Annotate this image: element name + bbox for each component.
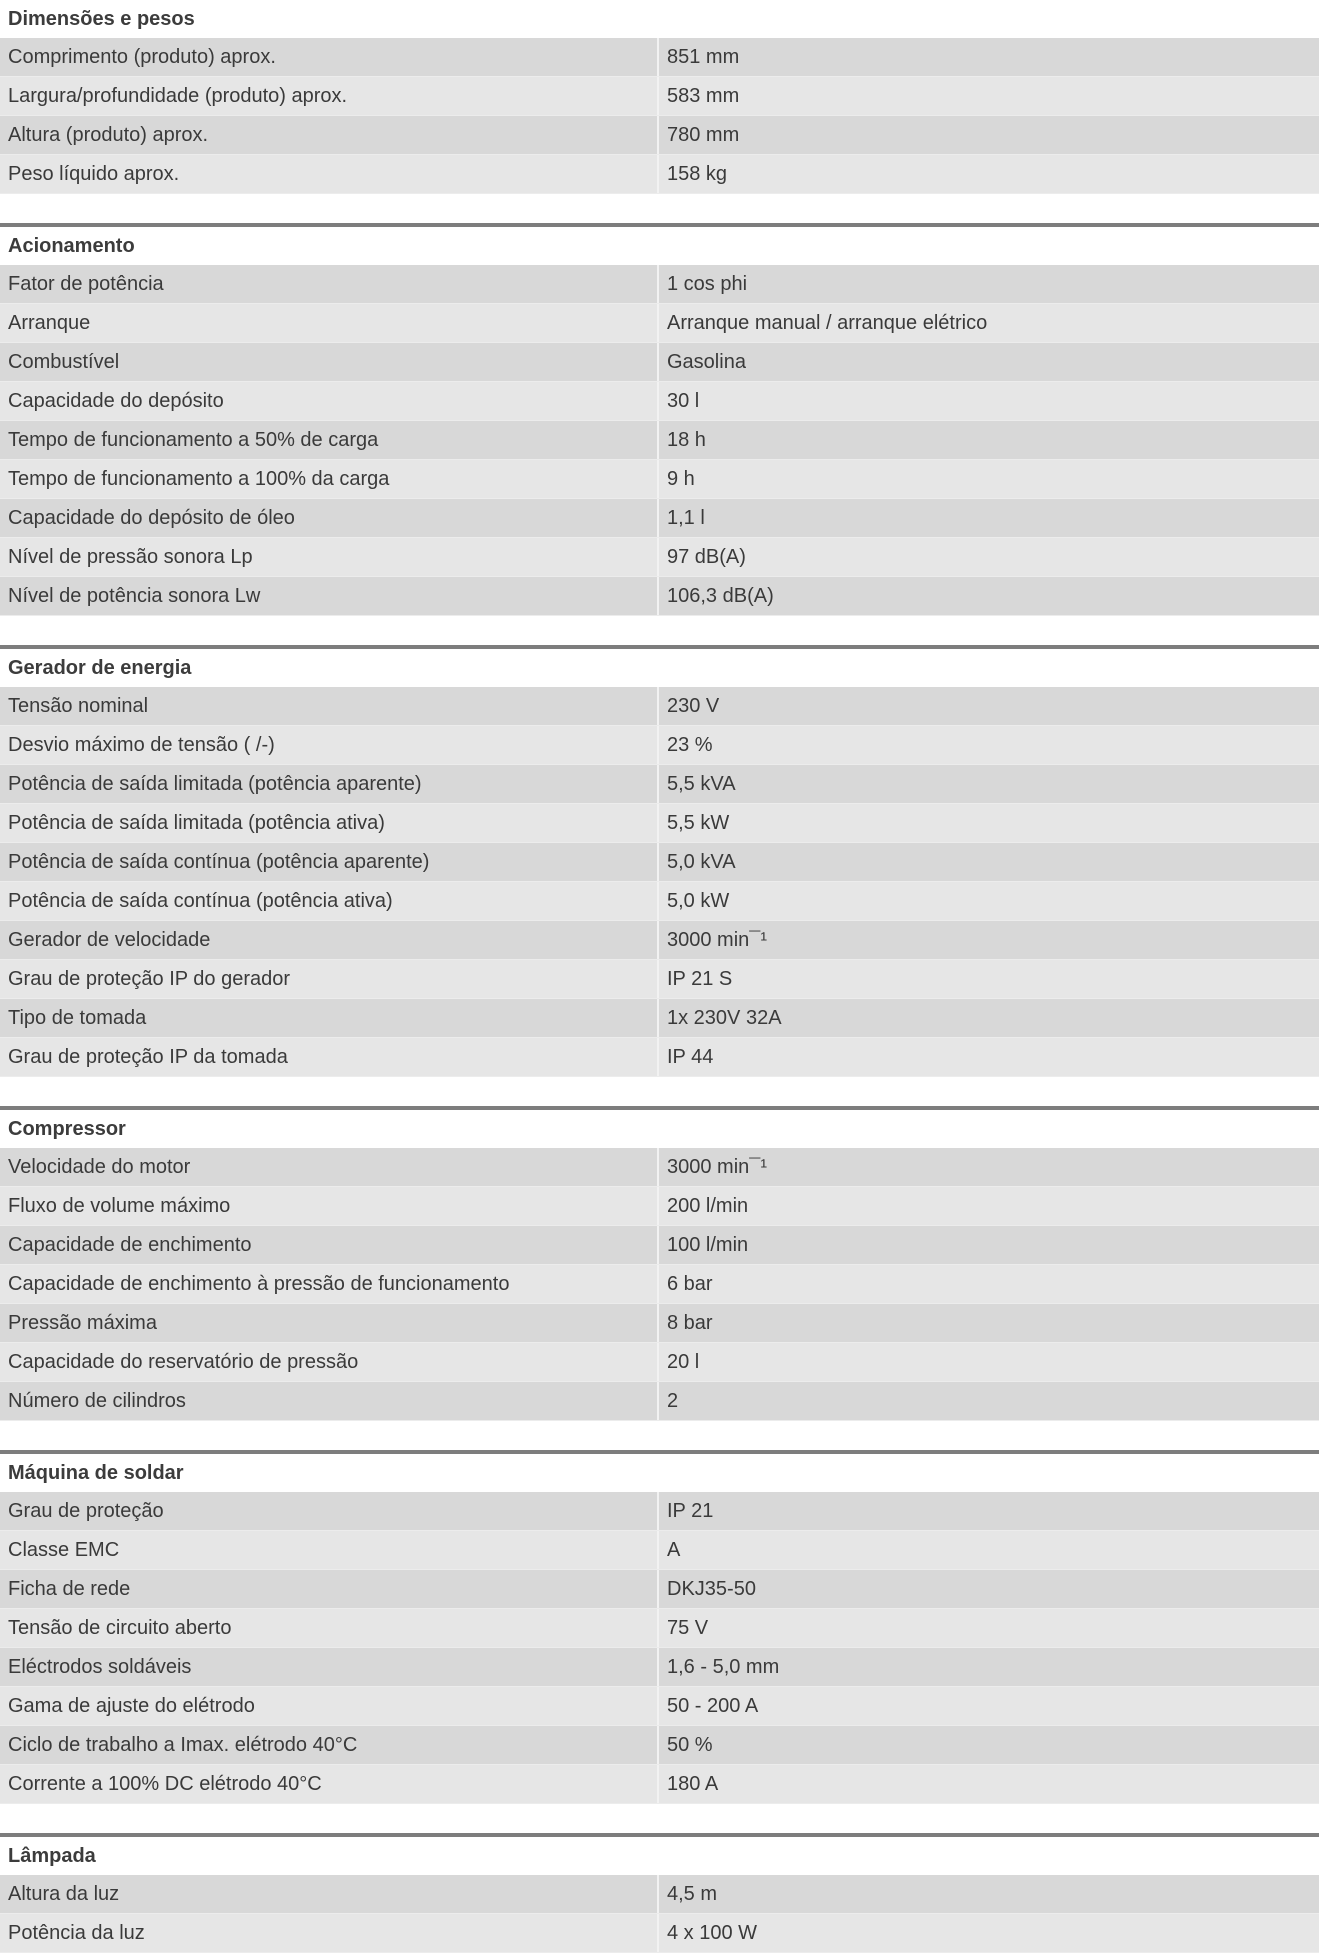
spec-value: 1x 230V 32A — [667, 1007, 782, 1029]
spec-row — [0, 1382, 1319, 1421]
spec-label: Grau de proteção IP da tomada — [0, 1038, 659, 1076]
spec-value: 180 A — [667, 1773, 719, 1795]
spec-value: 75 V — [667, 1617, 709, 1639]
spec-row — [0, 882, 1319, 921]
spec-value: 5,0 kW — [667, 890, 730, 912]
spec-section — [0, 645, 1319, 1077]
spec-label: Pressão máxima — [0, 1304, 659, 1342]
spec-label: Altura (produto) aprox. — [0, 116, 659, 154]
spec-value: 3000 min¯¹ — [667, 929, 767, 951]
spec-value: 158 kg — [667, 163, 728, 185]
spec-label: Gerador de velocidade — [0, 921, 659, 959]
spec-section — [0, 0, 1319, 194]
spec-value: 6 bar — [667, 1273, 713, 1295]
spec-row — [0, 1609, 1319, 1648]
spec-value: 780 mm — [667, 124, 740, 146]
section-title: Máquina de soldar — [0, 1454, 1319, 1492]
spec-label: Nível de pressão sonora Lp — [0, 538, 659, 576]
spec-row — [0, 921, 1319, 960]
spec-row — [0, 1570, 1319, 1609]
spec-value: 851 mm — [667, 46, 740, 68]
spec-row — [0, 343, 1319, 382]
spec-label: Desvio máximo de tensão ( /-) — [0, 726, 659, 764]
spec-section — [0, 223, 1319, 616]
spec-value: 50 - 200 A — [667, 1695, 759, 1717]
spec-value: 3000 min¯¹ — [667, 1156, 767, 1178]
spec-row — [0, 155, 1319, 194]
spec-value: IP 44 — [667, 1046, 714, 1068]
spec-row — [0, 1265, 1319, 1304]
spec-value: 5,0 kVA — [667, 851, 736, 873]
spec-row — [0, 1765, 1319, 1804]
spec-row — [0, 726, 1319, 765]
spec-value: 1,6 - 5,0 mm — [667, 1656, 780, 1678]
spec-value: 4,5 m — [667, 1883, 718, 1905]
spec-label: Potência de saída contínua (potência ativa) — [0, 882, 659, 920]
spec-row — [0, 460, 1319, 499]
spec-value: 230 V — [667, 695, 720, 717]
spec-value: IP 21 — [667, 1500, 714, 1522]
spec-label: Velocidade do motor — [0, 1148, 659, 1186]
spec-value: 9 h — [667, 468, 695, 490]
spec-value: 5,5 kVA — [667, 773, 736, 795]
spec-row — [0, 499, 1319, 538]
spec-row — [0, 38, 1319, 77]
spec-label: Tempo de funcionamento a 100% da carga — [0, 460, 659, 498]
spec-label: Tipo de tomada — [0, 999, 659, 1037]
spec-row — [0, 1038, 1319, 1077]
spec-row — [0, 538, 1319, 577]
spec-value: DKJ35-50 — [667, 1578, 756, 1600]
spec-section — [0, 1106, 1319, 1421]
spec-section — [0, 1450, 1319, 1804]
spec-label: Nível de potência sonora Lw — [0, 577, 659, 615]
spec-row — [0, 960, 1319, 999]
spec-label: Altura da luz — [0, 1875, 659, 1913]
spec-value: 5,5 kW — [667, 812, 730, 834]
spec-value: 4 x 100 W — [667, 1922, 758, 1944]
spec-value: 2 — [667, 1390, 679, 1412]
spec-row — [0, 77, 1319, 116]
spec-row — [0, 1187, 1319, 1226]
section-title: Acionamento — [0, 227, 1319, 265]
spec-value: 583 mm — [667, 85, 740, 107]
spec-label: Fluxo de volume máximo — [0, 1187, 659, 1225]
spec-label: Ficha de rede — [0, 1570, 659, 1608]
section-title: Compressor — [0, 1110, 1319, 1148]
spec-label: Capacidade do reservatório de pressão — [0, 1343, 659, 1381]
spec-label: Capacidade de enchimento — [0, 1226, 659, 1264]
spec-label: Arranque — [0, 304, 659, 342]
spec-value: 97 dB(A) — [667, 546, 746, 568]
spec-label: Fator de potência — [0, 265, 659, 303]
spec-label: Potência de saída contínua (potência aparente) — [0, 843, 659, 881]
spec-label: Comprimento (produto) aprox. — [0, 38, 659, 76]
spec-value: 200 l/min — [667, 1195, 749, 1217]
spec-row — [0, 382, 1319, 421]
spec-label: Potência da luz — [0, 1914, 659, 1952]
spec-row — [0, 1304, 1319, 1343]
spec-row — [0, 421, 1319, 460]
spec-value: 1 cos phi — [667, 273, 748, 295]
spec-label: Tensão de circuito aberto — [0, 1609, 659, 1647]
spec-value: 23 % — [667, 734, 713, 756]
spec-label: Grau de proteção IP do gerador — [0, 960, 659, 998]
spec-row — [0, 843, 1319, 882]
spec-label: Gama de ajuste do elétrodo — [0, 1687, 659, 1725]
spec-label: Peso líquido aprox. — [0, 155, 659, 193]
spec-row — [0, 304, 1319, 343]
spec-value: IP 21 S — [667, 968, 733, 990]
spec-row — [0, 1226, 1319, 1265]
spec-row — [0, 1343, 1319, 1382]
spec-value: 30 l — [667, 390, 700, 412]
spec-row — [0, 577, 1319, 616]
section-title: Dimensões e pesos — [0, 0, 1319, 38]
spec-value: 1,1 l — [667, 507, 705, 529]
spec-row — [0, 1648, 1319, 1687]
spec-value: A — [667, 1539, 681, 1561]
spec-value: Arranque manual / arranque elétrico — [667, 312, 988, 334]
spec-label: Potência de saída limitada (potência ativa) — [0, 804, 659, 842]
spec-label: Potência de saída limitada (potência aparente) — [0, 765, 659, 803]
spec-row — [0, 1148, 1319, 1187]
spec-row — [0, 265, 1319, 304]
spec-value: Gasolina — [667, 351, 746, 373]
spec-label: Capacidade do depósito — [0, 382, 659, 420]
spec-value: 20 l — [667, 1351, 700, 1373]
spec-label: Largura/profundidade (produto) aprox. — [0, 77, 659, 115]
spec-section — [0, 1833, 1319, 1953]
spec-row — [0, 1875, 1319, 1914]
spec-label: Capacidade do depósito de óleo — [0, 499, 659, 537]
spec-label: Combustível — [0, 343, 659, 381]
spec-value: 106,3 dB(A) — [667, 585, 774, 607]
spec-label: Número de cilindros — [0, 1382, 659, 1420]
spec-label: Capacidade de enchimento à pressão de funcionamento — [0, 1265, 659, 1303]
spec-value: 50 % — [667, 1734, 713, 1756]
section-title: Gerador de energia — [0, 649, 1319, 687]
spec-row — [0, 1531, 1319, 1570]
spec-row — [0, 1687, 1319, 1726]
spec-label: Ciclo de trabalho a Imax. elétrodo 40°C — [0, 1726, 659, 1764]
spec-label: Tensão nominal — [0, 687, 659, 725]
spec-row — [0, 1492, 1319, 1531]
spec-label: Corrente a 100% DC elétrodo 40°C — [0, 1765, 659, 1803]
spec-row — [0, 1726, 1319, 1765]
spec-label: Tempo de funcionamento a 50% de carga — [0, 421, 659, 459]
spec-label: Grau de proteção — [0, 1492, 659, 1530]
spec-row — [0, 765, 1319, 804]
spec-value: 100 l/min — [667, 1234, 749, 1256]
spec-value: 18 h — [667, 429, 706, 451]
spec-value: 8 bar — [667, 1312, 713, 1334]
spec-row — [0, 687, 1319, 726]
spec-row — [0, 804, 1319, 843]
spec-row — [0, 999, 1319, 1038]
spec-row — [0, 116, 1319, 155]
spec-label: Eléctrodos soldáveis — [0, 1648, 659, 1686]
spec-label: Classe EMC — [0, 1531, 659, 1569]
section-title: Lâmpada — [0, 1837, 1319, 1875]
